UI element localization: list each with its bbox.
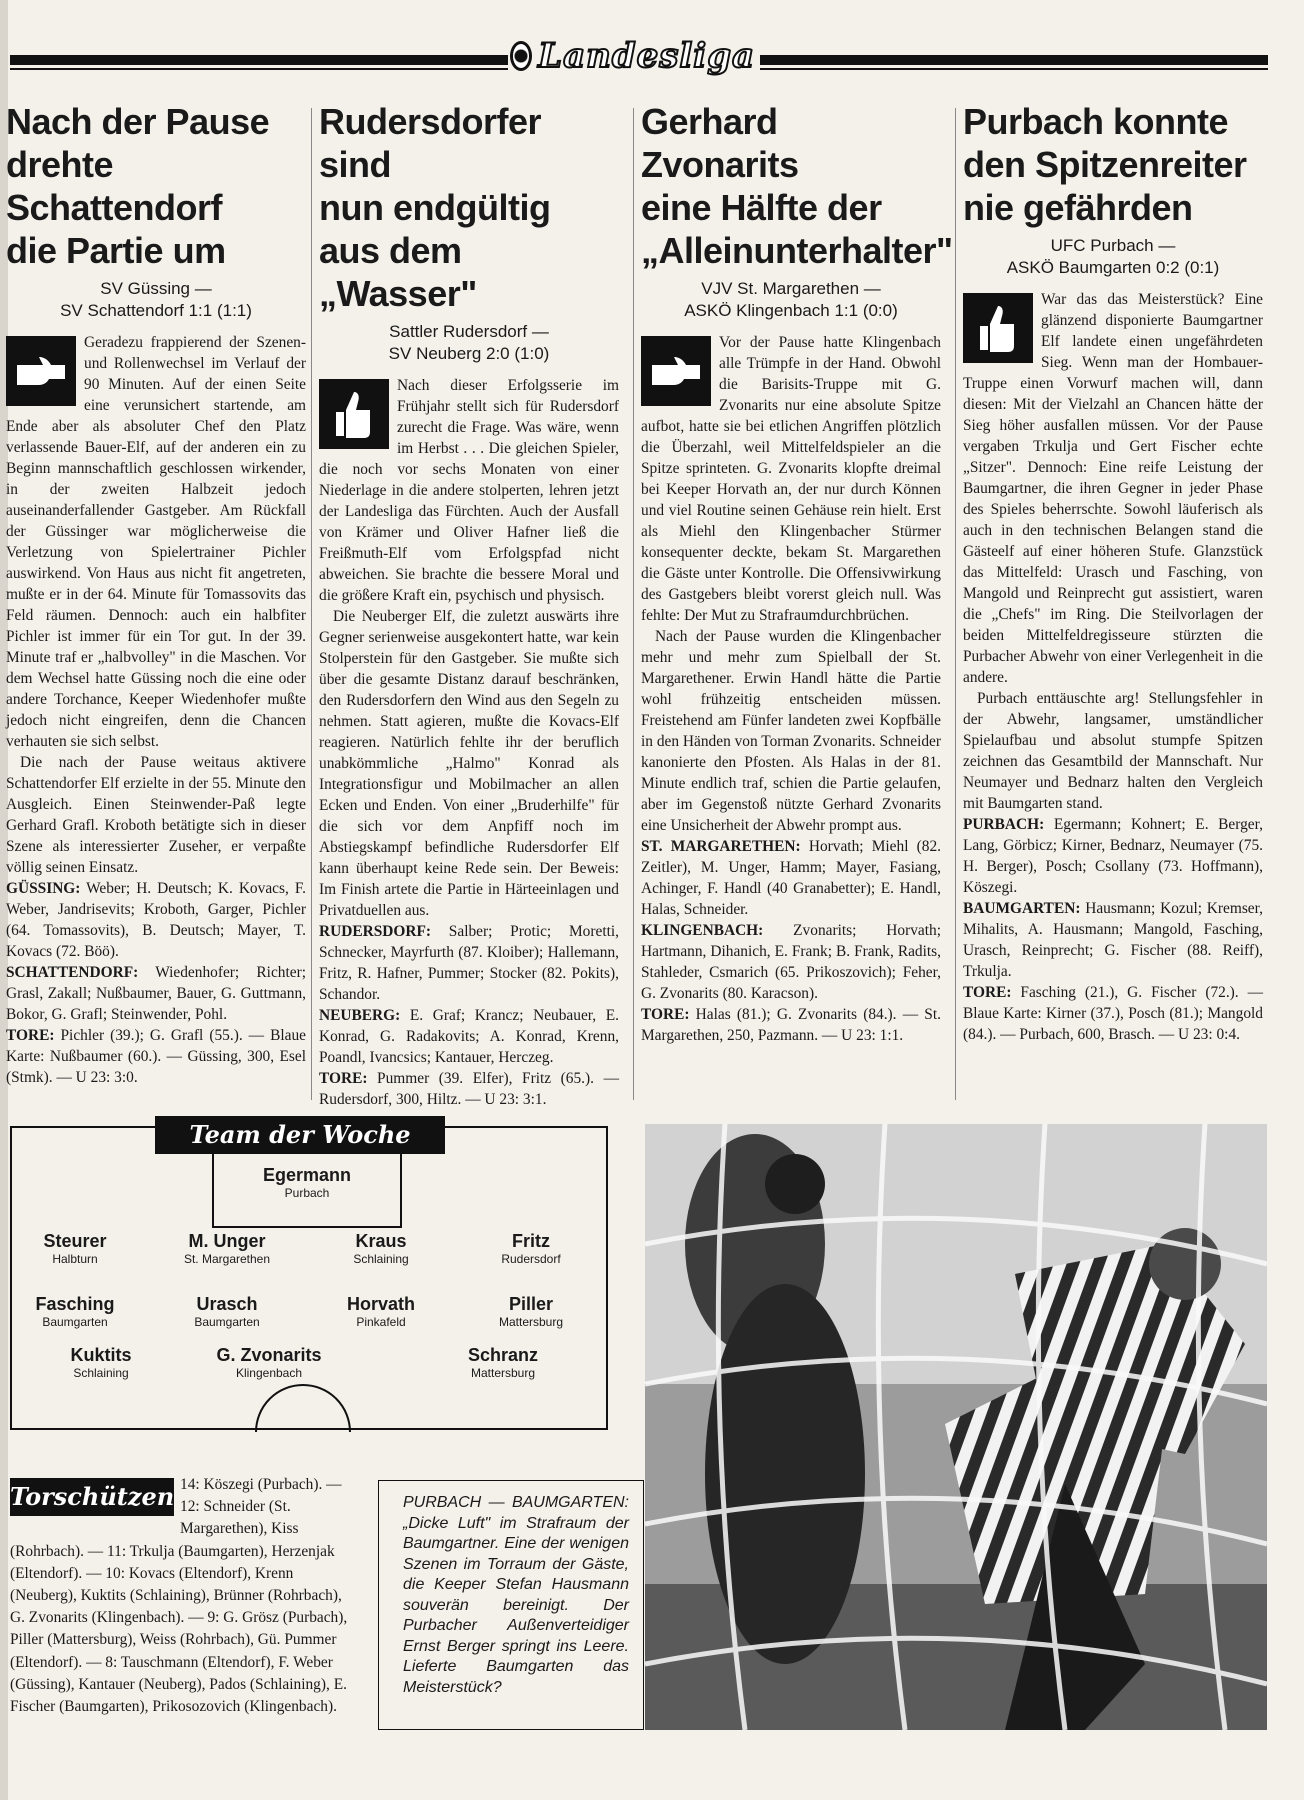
article-paragraph: Nach der Pause wurden die Klingenbacher mehr und mehr zum Spielball der St. Margarethener. Erwin Handl hätte die Partie wohl frühzeitig entscheiden müssen. Freistehend am Fünfer landeten zwei Kopfbälle in den Händen von Torman Zvonarits. Schneider kanonierte den Pfosten. Als Halas in der 81. Minute endlich traf, schien die Partie gelaufen, aber im Gegenstoß nützte Gerhard Zvonarits eine Unsicherheit der Abwehr prompt aus. [641,628,941,834]
soccer-action-photo-icon [645,1124,1267,1730]
lineup [6,962,306,1025]
goals-line [6,1025,306,1088]
lineup [641,836,941,920]
lineup [963,898,1263,982]
lineup-team: GÜSSING: [6,880,81,897]
section-logo [510,36,755,76]
header-rule-left [10,55,508,65]
headline-line: Gerhard Zvonarits [641,101,799,185]
goals-line [641,1004,941,1046]
player-name: Piller [508,1294,554,1314]
player [456,1293,606,1329]
player-club: Baumgarten [42,1315,108,1329]
headline-line: drehte Schattendorf [6,144,223,228]
goals-label: TORE: [319,1070,368,1087]
section-title: Landesliga [538,36,755,76]
match-teams: SV Güssing — [100,279,212,298]
center-circle [255,1384,351,1480]
article-st-margarethen [641,100,953,1046]
photo-caption: PURBACH — BAUMGARTEN: „Dicke Luft" im Strafraum der Baumgartner. Eine der wenigen Szenen im Torraum der Gäste, die Keeper Stefan Hausmann souverän bereinigt. Der Purbacher Außenverteidiger Ernst Berger springt ins Leere. Lieferte Baumgarten das Meisterstück? [378,1480,644,1730]
player-club: Halbturn [52,1252,98,1266]
match-result [641,278,941,322]
thumb-sideways-icon [641,336,711,406]
article-rudersdorf [319,100,619,1110]
player [194,1344,344,1380]
headline-line: den Spitzenreiter [963,144,1247,185]
player-name: Egermann [262,1165,352,1185]
article-headline [6,100,306,272]
player-name: M. Unger [188,1231,266,1251]
thumb-sideways-icon [6,336,76,406]
team-of-week-title: Team der Woche [155,1116,445,1154]
headline-line: Rudersdorfer sind [319,101,542,185]
player-club: St. Margarethen [183,1252,271,1266]
goals-text: Pummer (39. Elfer), Fritz (65.). — Rudersdorf, 300, Hiltz. — U 23: 3:1. [319,1070,619,1108]
headline-line: Purbach konnte [963,101,1229,142]
article-body [6,332,306,1088]
headline-line: „Alleinunterhalter" [641,230,953,271]
lineup [319,1005,619,1068]
goals-label: TORE: [641,1006,690,1023]
player [0,1230,150,1266]
player-club: Purbach [284,1186,330,1200]
player-name: Fasching [35,1294,115,1314]
player-club: Schlaining [73,1366,129,1380]
article-paragraph: Nach dieser Erfolgsserie im Frühjahr stellt sich für Rudersdorf zurecht die Frage. Was wäre, wenn im Herbst . . . Die gleichen Spieler, die noch vor sechs Monaten von einer Niederlage in die andere stolperten, lehren jetzt der Landesliga das Fürchten. Auch der Ausfall von Krämer und Oliver Hafner ließ die Freißmuth-Elf vom Erfolgspfad nicht abweichen. Sie brachte die bessere Moral und die größere Kraft ein, psychisch und physisch. [319,377,619,604]
match-score: SV Neuberg 2:0 (1:0) [388,344,550,363]
player [26,1344,176,1380]
match-teams: VJV St. Margarethen — [701,279,881,298]
match-teams: UFC Purbach — [1050,236,1176,255]
headline-line: nie gefährden [963,187,1193,228]
match-result [319,321,619,365]
lineup-team: ST. MARGARETHEN: [641,838,801,855]
article-body [641,332,941,1046]
article-purbach [963,100,1263,1045]
article-body [963,289,1263,1045]
player-name: Horvath [346,1294,415,1314]
lineup-team: RUDERSDORF: [319,923,432,940]
lineup-text: Zvonarits; Horvath; Hartmann, Dihanich, E. Frank; B. Frank, Radits, Stahleder, Csmarich (65. Prikoszovich); Feher, G. Zvonarits (80. Karacson). [641,922,941,1002]
player [306,1230,456,1266]
lineup-team: NEUBERG: [319,1007,401,1024]
headline-line: eine Hälfte der [641,187,882,228]
player-name: Kuktits [70,1345,132,1365]
thumbs-up-icon [963,293,1033,363]
match-teams: Sattler Rudersdorf — [389,322,549,341]
player-club: Klingenbach [235,1366,303,1380]
article-headline [641,100,953,272]
lineup [641,920,941,1004]
match-score: SV Schattendorf 1:1 (1:1) [60,301,252,320]
headline-line: nun endgültig [319,187,551,228]
lineup-text: Wiedenhofer; Richter; Grasl, Zakall; Nußbaumer, Bauer, G. Guttmann, Bokor, G. Grafl; Steinwender, Pohl. [6,964,306,1023]
article-paragraph: Vor der Pause hatte Klingenbach alle Trümpfe in der Hand. Obwohl die Barisits-Truppe mit G. Zvonarits nur eine absolute Spitze aufbot, hatte sie bei etlichen Angriffen plötzlich die Überzahl, weil Mittelfeldspieler an die Spitze sprinteten. G. Zvonarits klopfte dreimal bei Keeper Horvath an, der nur durch Können und viel Routine seinen Gehäuse rein hielt. Erst als Miehl den Klingenbacher Stürmer konsequenter deckte, bekam St. Margarethen die Gäste unter Kontrolle. Die Offensivwirkung des Gastgebers bleibt vorerst gleich null. Was fehlte: Der Mut zu Strafraumdurchbrüchen. [641,334,941,624]
article-paragraph: Purbach enttäuschte arg! Stellungsfehler in der Abwehr, langsamer, umständlicher Spielaufbau und absolut stumpfe Spitzen zeichnen das Gesamtbild der Mannschaft. Nur Neumayer und Bednarz halten den Vergleich mit Baumgarten stand. [963,690,1263,812]
goals-label: TORE: [963,984,1012,1001]
article-headline [319,100,619,315]
match-result [963,235,1263,279]
lineup-team: KLINGENBACH: [641,922,764,939]
player-club: Baumgarten [194,1315,260,1329]
match-result [6,278,306,322]
player-name: Urasch [196,1294,258,1314]
player-name: Kraus [355,1231,407,1251]
player [152,1230,302,1266]
goals-line [319,1068,619,1110]
player [456,1230,606,1266]
goals-line [963,982,1263,1045]
player [428,1344,578,1380]
thumbs-up-icon [319,379,389,449]
player-name: Steurer [43,1231,107,1251]
lineup-team: PURBACH: [963,816,1045,833]
article-paragraph: Geradezu frappierend der Szenen- und Rollenwechsel im Verlauf der 90 Minuten. Auf der einen Seite eine verunsichert startende, am Ende aber als absoluter Chef den Platz verlassende Bauer-Elf, auf der anderen ein zu Beginn mannschaftlich geschlossen wirkender, in der zweiten Halbzeit jedoch auseinanderfallender Gastgeber. Am Rückfall der Güssinger war möglicherweise die Verletzung von Spielertrainer Pichler auswirkend. Von Haus aus nicht fit angetreten, mußte er in der 64. Minute für Tomassovits das Feld räumen. Dennoch: auch ein halbfiter Pichler ist immer für ein Tor gut. In der 39. Minute traf er „halbvolley" in die Maschen. Vor dem Wechsel hatte Güssing noch die eine oder andere Torchance, Keeper Wiedenhofer mußte jedoch nicht eingreifen, denn die Chancen verhauten sie sich selbst. [6,334,306,750]
player [152,1293,302,1329]
player-name: Fritz [512,1231,550,1251]
lineup-text: E. Graf; Krancz; Neubauer, E. Konrad, G. Radakovits; A. Konrad, Krenn, Poandl, Ivancsics; Kantauer, Herczeg. [319,1007,619,1066]
match-score: ASKÖ Baumgarten 0:2 (0:1) [1006,258,1220,277]
article-paragraph: War das das Meisterstück? Eine glänzend disponierte Baumgartner Elf landete einen ungefährdeten Sieg. Wenn man der Hombauer-Truppe einen Vorwurf machen will, dann diesen: Mit der Vielzahl an Chancen hätte der Sieg höher ausfallen müssen. Vor der Pause vergaben Trkulja und Gert Fischer echte „Sitzer". Dennoch: Eine reife Leistung der Baumgartner, die ihren Gegner in jeder Phase des Spieles beherrschte. Sowohl läuferisch als auch in den technischen Belangen stand die Gästeelf auf einer höheren Stufe. Glanzstück das Mittelfeld: Urasch und Fasching, von Mangold und Reinprecht gut assistiert, waren die „Chefs" im Ring. Die Steilvorlagen der beiden Mittelfeldregisseure stürzten die Purbacher Abwehr von einer Verlegenheit in die andere. [963,291,1263,686]
article-paragraph: Die Neuberger Elf, die zuletzt auswärts ihre Gegner serienweise ausgekontert hatte, war kein Stolperstein für den Gastgeber. Sie mußte sich über die gesamte Distanz darauf beschränken, den Rudersdorfern den Wind aus den Segeln zu nehmen. Statt agieren, mußte die Kovacs-Elf reagieren. Natürlich fehlte ihr der beruflich unabkömmliche „Halmo" Konrad als Integrationsfigur und Mobilmacher an allen Ecken und Enden. Von einer „Bruderhilfe" für die sich vor dem Anpfiff noch im Abstiegskampf befindliche Rudersdorfer Elf kann überhaupt keine Rede sein. Der Beweis: Im Finish artete die Partie in Härteeinlagen und Privatduellen aus. [319,608,619,919]
player-club: Mattersburg [498,1315,564,1329]
headline-line: Nach der Pause [6,101,270,142]
match-photo [645,1124,1267,1730]
header-rule-right [760,55,1268,65]
lineup-text: Hausmann; Kozul; Kremser, Mihalits, A. Hausmann; Mangold, Fasching, Urasch, Reinprecht; G. Fischer (88. Reiff), Trkulja. [963,900,1263,980]
player-club: Rudersdorf [501,1252,561,1266]
lineup [963,814,1263,898]
scorers-text: 14: Köszegi (Purbach). — 12: Schneider (St. Margarethen), Kiss (Rohrbach). — 11: Trkulja (Baumgarten), Herzenjak (Eltendorf). — 10: Kovacs (Eltendorf), Krenn (Neuberg), Kuktits (Schlaining), Brünner (Rohrbach), G. Zvonarits (Klingenbach). — 9: G. Grösz (Purbach), Piller (Mattersburg), Weiss (Rohrbach), Gü. Pummer (Eltendorf). — 8: Tauschmann (Eltendorf), F. Weber (Güssing), Kantauer (Neuberg), Pados (Schlaining), E. Fischer (Baumgarten), Prikosozovich (Klingenbach). [10,1476,348,1716]
player-club: Mattersburg [470,1366,536,1380]
headline-line: die Partie um [6,230,226,271]
goals-text: Pichler (39.); G. Grafl (55.). — Blaue Karte: Nußbaumer (60.). — Güssing, 300, Esel (Stmk). — U 23: 3:0. [6,1027,306,1086]
article-headline [963,100,1263,229]
scorers-title: Torschützen [10,1478,174,1516]
player-goalkeeper [232,1164,382,1200]
lineup-team: SCHATTENDORF: [6,964,139,981]
lineup [319,921,619,1005]
lineup-team: BAUMGARTEN: [963,900,1081,917]
player [0,1293,150,1329]
column-separator [955,108,956,1100]
lineup [6,878,306,962]
player [306,1293,456,1329]
player-club: Schlaining [353,1252,409,1266]
lineup-text: Weber; H. Deutsch; K. Kovacs, F. Weber, Jandrisevits; Kroboth, Garger, Pichler (64. Tomassovits), B. Deutsch; Mayer, T. Kovacs (72. Böö). [6,880,306,960]
column-separator [311,108,312,1100]
article-guessing [6,100,306,1088]
goals-text: Halas (81.); G. Zvonarits (84.). — St. Margarethen, 250, Pazmann. — U 23: 1:1. [641,1006,941,1044]
soccer-ball-icon [510,41,532,71]
player-club: Pinkafeld [356,1315,406,1329]
article-paragraph: Die nach der Pause weitaus aktivere Schattendorfer Elf erzielte in der 55. Minute den Ausgleich. Einen Steinwender-Paß legte Gerhard Grafl. Kroboth betätigte sich in dieser Szene als interessierter Zuseher, er verpaßte völlig seinen Einsatz. [6,754,306,876]
match-score: ASKÖ Klingenbach 1:1 (0:0) [684,301,898,320]
article-body [319,375,619,1110]
player-name: G. Zvonarits [216,1345,322,1365]
column-separator [633,108,634,1100]
headline-line: aus dem „Wasser" [319,230,477,314]
goals-text: Fasching (21.), G. Fischer (72.). — Blaue Karte: Kirner (37.), Posch (81.); Mangold (84.). — Purbach, 600, Brasch. — U 23: 0:4. [963,984,1263,1043]
goals-label: TORE: [6,1027,55,1044]
lineup-text: Salber; Protic; Moretti, Schnecker, Mayrfurth (87. Kloiber); Hallemann, Fritz, R. Hafner, Pummer; Stocker (82. Pokits), Schandor. [319,923,619,1003]
player-name: Schranz [467,1345,539,1365]
lineup-text: Horvath; Miehl (82. Zeitler), M. Unger, Hamm; Mayer, Fasiang, Achinger, F. Handl (40 Granabetter); E. Handl, Halas, Schneider. [641,838,942,918]
lineup-text: Egermann; Kohnert; E. Berger, Lang, Görbicz; Kirner, Bednarz, Neumayer (75. H. Berger), Posch; Csollany (73. Hoffmann), Köszegi. [963,816,1263,896]
